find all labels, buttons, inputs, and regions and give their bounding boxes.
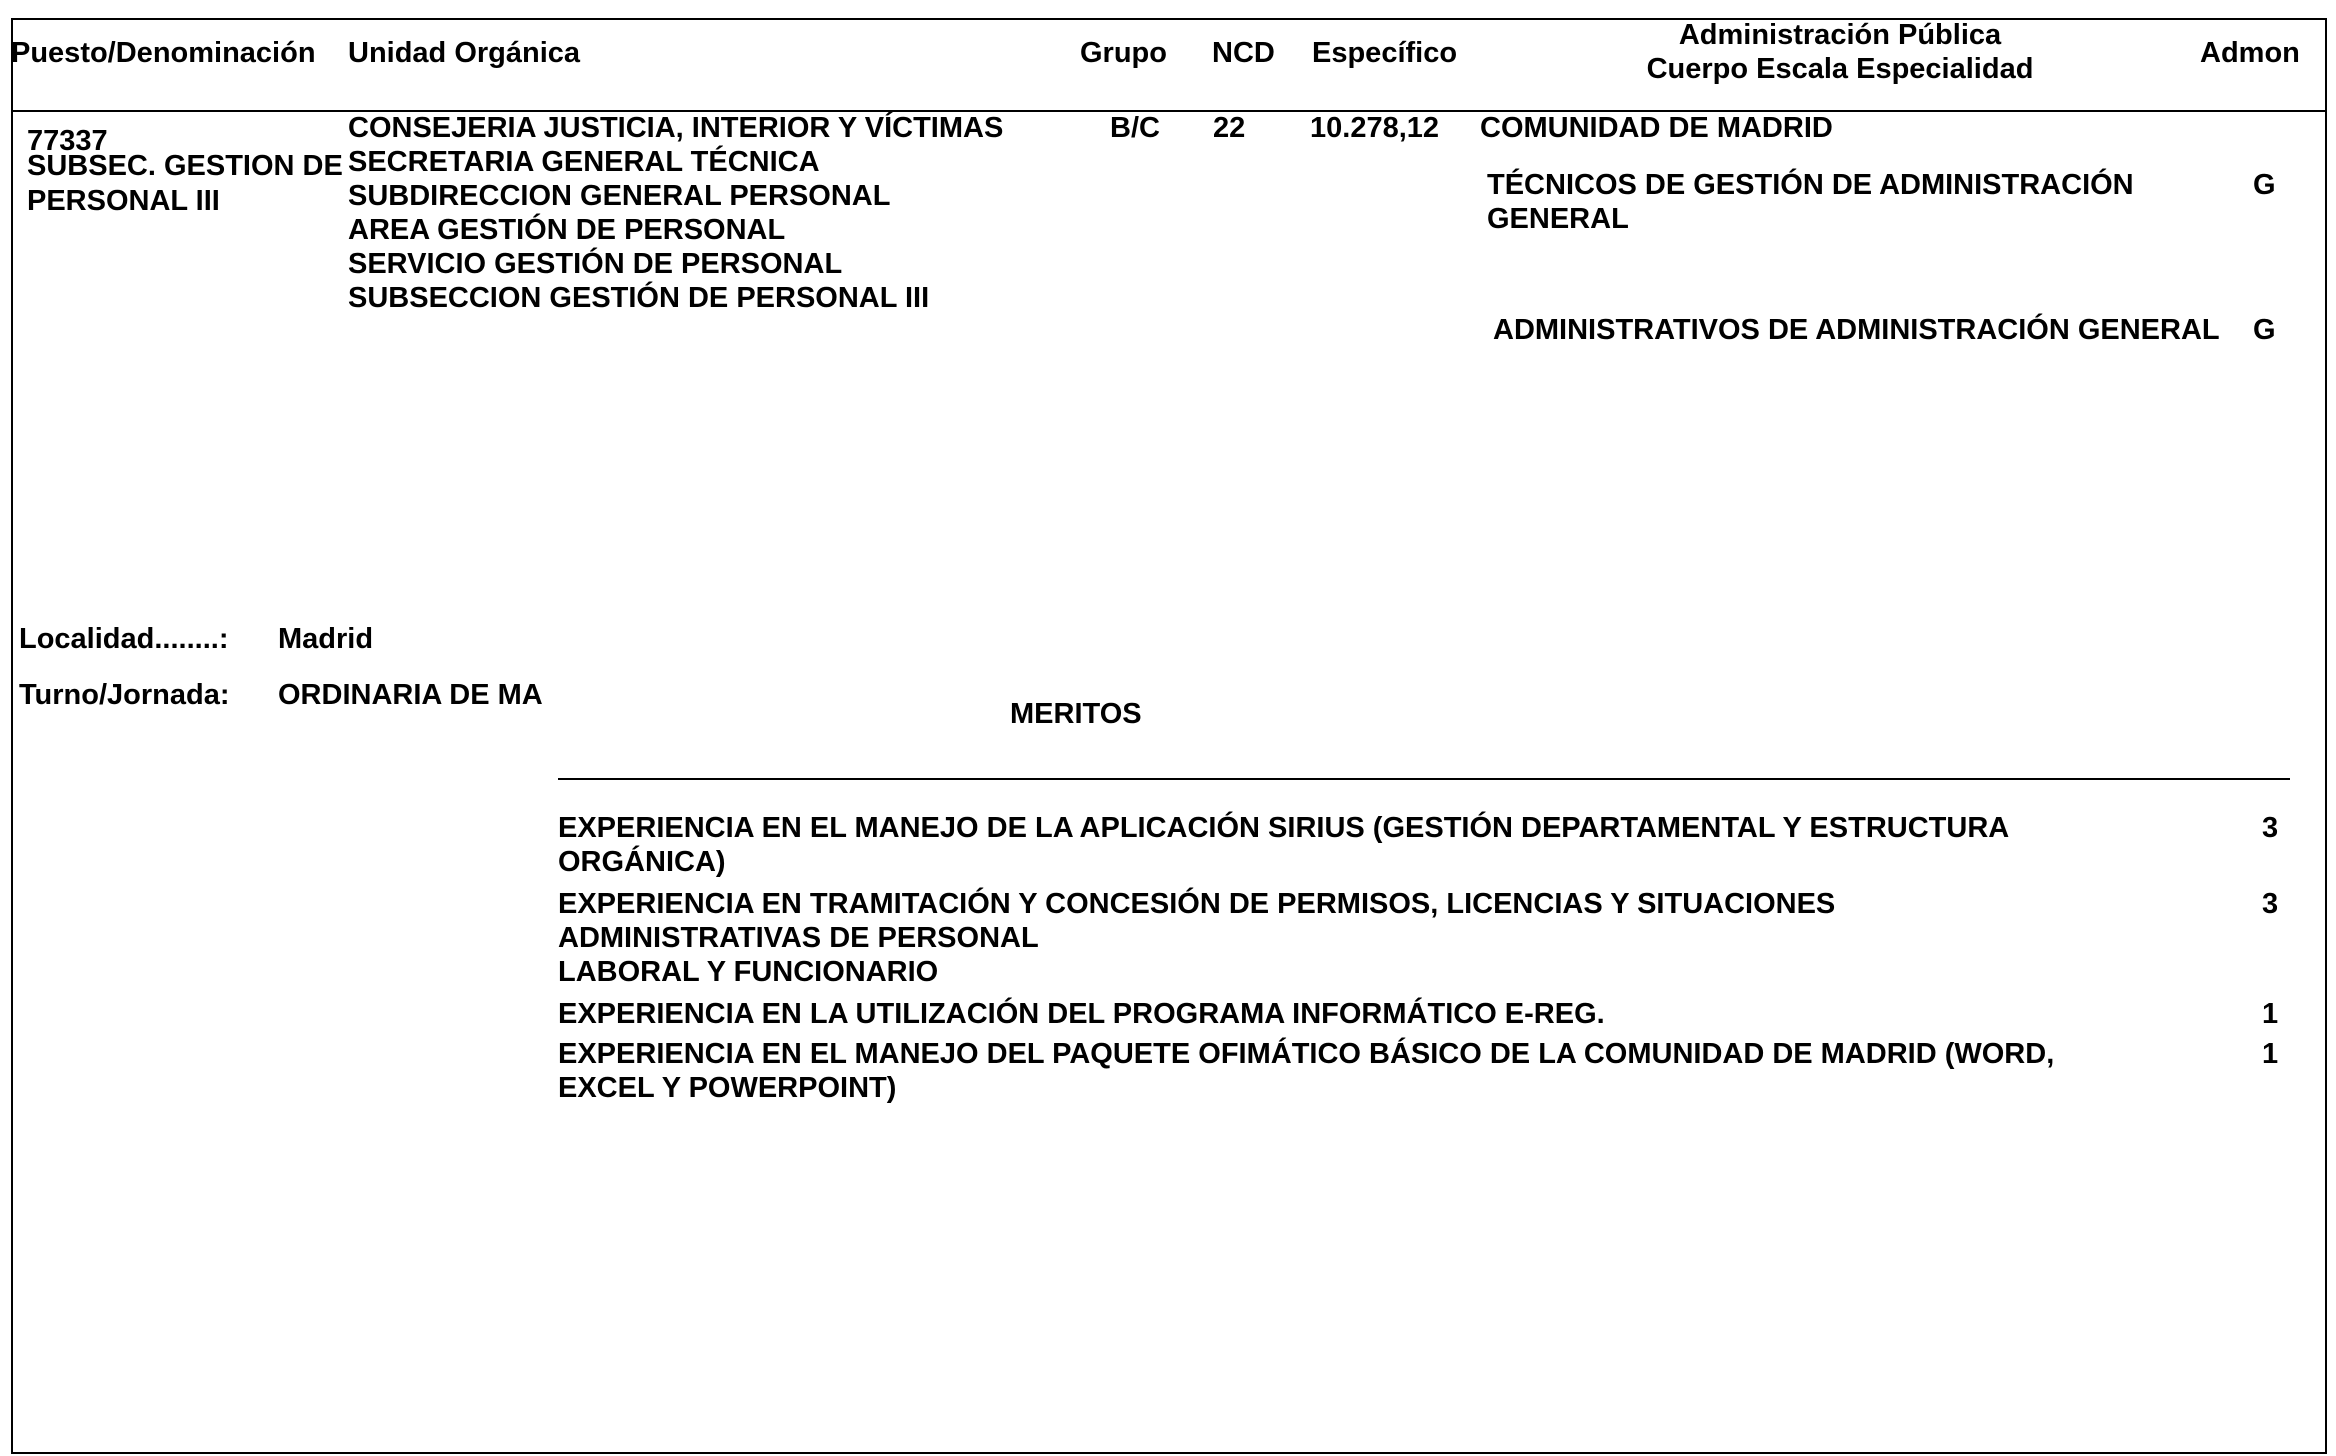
turno-value: ORDINARIA DE MA [278,679,543,711]
puesto-denominacion-1: SUBSEC. GESTION DE [27,150,343,182]
unidad-line: SECRETARIA GENERAL TÉCNICA [348,146,820,178]
cuerpo-2-line-1: ADMINISTRATIVOS DE ADMINISTRACIÓN GENERAL [1493,314,2220,346]
administracion-value: COMUNIDAD DE MADRID [1480,112,1833,144]
merito-line: ADMINISTRATIVAS DE PERSONAL [558,922,1039,954]
meritos-title: MERITOS [1010,698,1142,730]
merito-puntos: 3 [2262,812,2279,844]
unidad-line: CONSEJERIA JUSTICIA, INTERIOR Y VÍCTIMAS [348,112,1004,144]
header-unidad: Unidad Orgánica [348,37,581,69]
merito-item [558,887,1835,989]
header-admon: Admon [2200,37,2300,69]
header-cuerpo-escala: Cuerpo Escala Especialidad [1646,53,2034,85]
unidad-line: AREA GESTIÓN DE PERSONAL [348,214,786,246]
merito-line: ORGÁNICA) [558,846,726,878]
localidad-label: Localidad........: [19,623,229,655]
merito-item [558,1037,2054,1105]
merito-item [558,811,2009,879]
merito-puntos: 3 [2262,888,2279,920]
puesto-codigo: 77337 [27,125,108,157]
cuerpo-1-line-1: TÉCNICOS DE GESTIÓN DE ADMINISTRACIÓN [1487,169,2134,201]
header-ncd: NCD [1212,37,1275,69]
merito-line: EXPERIENCIA EN LA UTILIZACIÓN DEL PROGRAMA INFORMÁTICO E-REG. [558,998,1605,1030]
unidad-organica-list [348,111,1003,315]
cuerpo-1-line-2: GENERAL [1487,203,1629,235]
header-especifico: Específico [1312,37,1458,69]
merito-puntos: 1 [2262,998,2279,1030]
merito-line: LABORAL Y FUNCIONARIO [558,956,939,988]
merito-line: EXPERIENCIA EN EL MANEJO DEL PAQUETE OFIMÁTICO BÁSICO DE LA COMUNIDAD DE MADRID (WORD, [558,1038,2055,1070]
header-admin-publica: Administración Pública [1678,19,2002,51]
header-grupo: Grupo [1080,37,1167,69]
ncd-value: 22 [1213,112,1246,144]
especifico-value: 10.278,12 [1310,112,1440,144]
localidad-value: Madrid [278,623,374,655]
turno-label: Turno/Jornada: [19,679,230,711]
header-puesto: Puesto/Denominación [11,37,316,69]
merito-line: EXPERIENCIA EN TRAMITACIÓN Y CONCESIÓN DE PERMISOS, LICENCIAS Y SITUACIONES [558,888,1836,920]
merito-line: EXCEL Y POWERPOINT) [558,1072,897,1104]
unidad-line: SUBDIRECCION GENERAL PERSONAL [348,180,891,212]
merito-puntos: 1 [2262,1038,2279,1070]
cuerpo-1-admon: G [2253,169,2276,201]
puesto-denominacion-2: PERSONAL III [27,185,220,217]
cuerpo-2-admon: G [2253,314,2276,346]
merito-item [558,997,1605,1031]
merito-line: EXPERIENCIA EN EL MANEJO DE LA APLICACIÓN SIRIUS (GESTIÓN DEPARTAMENTAL Y ESTRUCTURA [558,812,2010,844]
unidad-line: SUBSECCION GESTIÓN DE PERSONAL III [348,282,930,314]
grupo-value: B/C [1110,112,1160,144]
meritos-divider [558,778,2290,780]
unidad-line: SERVICIO GESTIÓN DE PERSONAL [348,248,843,280]
